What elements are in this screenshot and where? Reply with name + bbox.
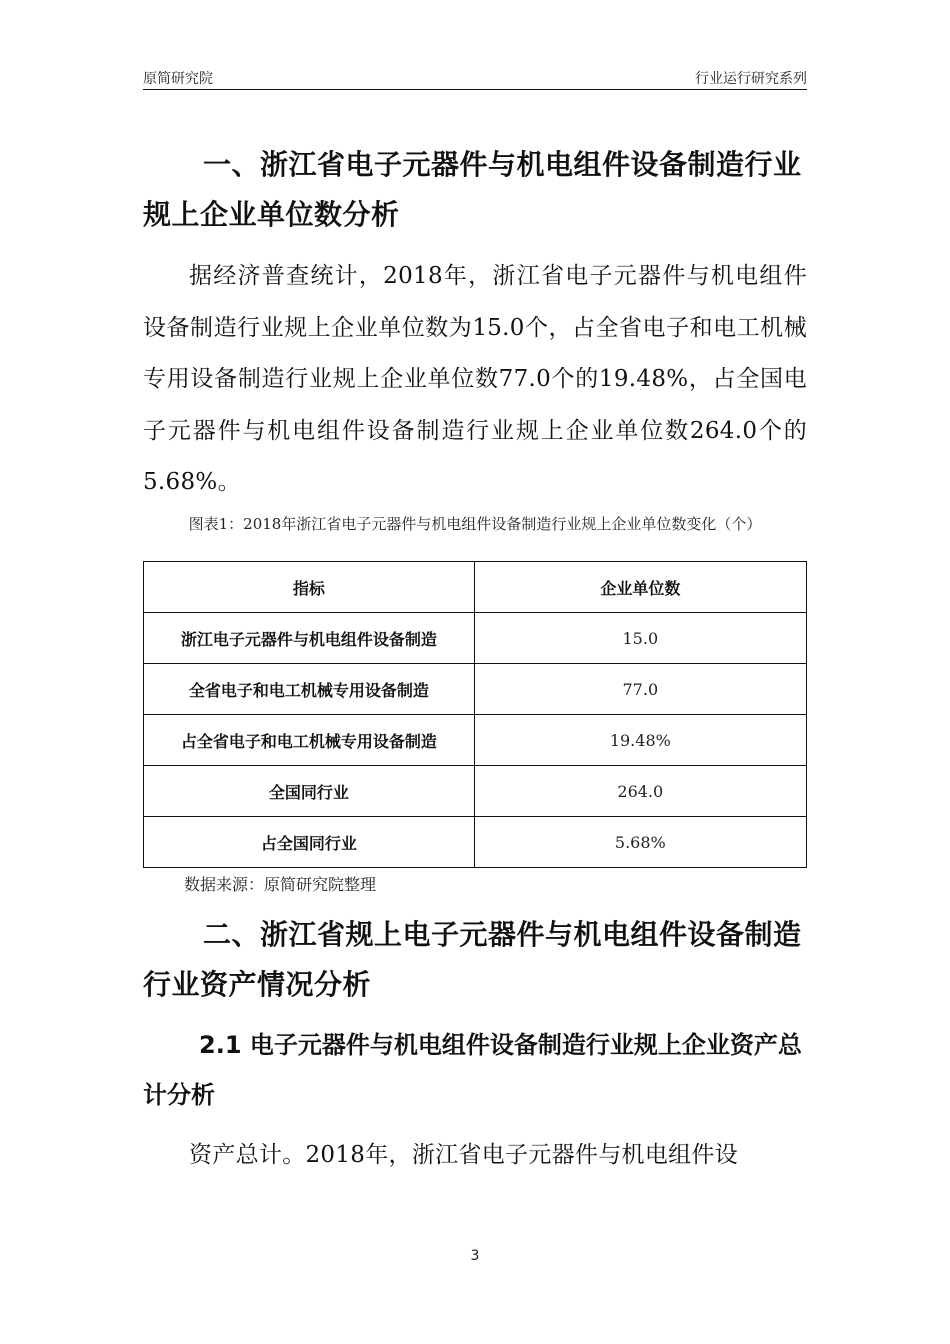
data-table xyxy=(143,561,807,868)
header-divider xyxy=(143,89,807,90)
page-number: 3 xyxy=(470,1248,480,1264)
row-label: 占全国同行业 xyxy=(144,817,475,868)
row-label: 浙江电子元器件与机电组件设备制造 xyxy=(144,613,475,664)
section-2-title: 二、浙江省规上电子元器件与机电组件设备制造行业资产情况分析 xyxy=(143,918,802,1001)
row-value: 264.0 xyxy=(474,766,806,817)
row-label: 全国同行业 xyxy=(144,766,475,817)
table-header-row xyxy=(144,562,807,613)
table-header-indicator: 指标 xyxy=(144,562,475,613)
table-row xyxy=(144,766,807,817)
page-header xyxy=(143,66,807,88)
section-1-title: 一、浙江省电子元器件与机电组件设备制造行业规上企业单位数分析 xyxy=(143,148,802,231)
row-value: 77.0 xyxy=(474,664,806,715)
row-label: 占全省电子和电工机械专用设备制造 xyxy=(144,715,475,766)
table-source-note: 数据来源：原简研究院整理 xyxy=(184,875,377,894)
table-row xyxy=(144,817,807,868)
section-2-paragraph: 资产总计。2018年，浙江省电子元器件与机电组件设 xyxy=(189,1142,739,1168)
table-row xyxy=(144,613,807,664)
row-value: 19.48% xyxy=(474,715,806,766)
row-value: 15.0 xyxy=(474,613,806,664)
header-right-series: 行业运行研究系列 xyxy=(695,71,807,87)
table-header-count: 企业单位数 xyxy=(474,562,806,613)
subsection-2-1-title: 2.1 电子元器件与机电组件设备制造行业规上企业资产总计分析 xyxy=(143,1031,802,1109)
section-1-paragraph: 据经济普查统计，2018年，浙江省电子元器件与机电组件设备制造行业规上企业单位数为15.0个，占全省电子和电工机械专用设备制造行业规上企业单位数77.0个的19.48%，占全国电子元器件与机电组件设备制造行业规上企业单位数264.0个的5.68%。 xyxy=(143,263,807,495)
table-row xyxy=(144,664,807,715)
row-label: 全省电子和电工机械专用设备制造 xyxy=(144,664,475,715)
table-row xyxy=(144,715,807,766)
header-left-org: 原简研究院 xyxy=(143,71,213,87)
table-caption: 图表1：2018年浙江省电子元器件与机电组件设备制造行业规上企业单位数变化（个） xyxy=(188,515,762,533)
row-value: 5.68% xyxy=(474,817,806,868)
